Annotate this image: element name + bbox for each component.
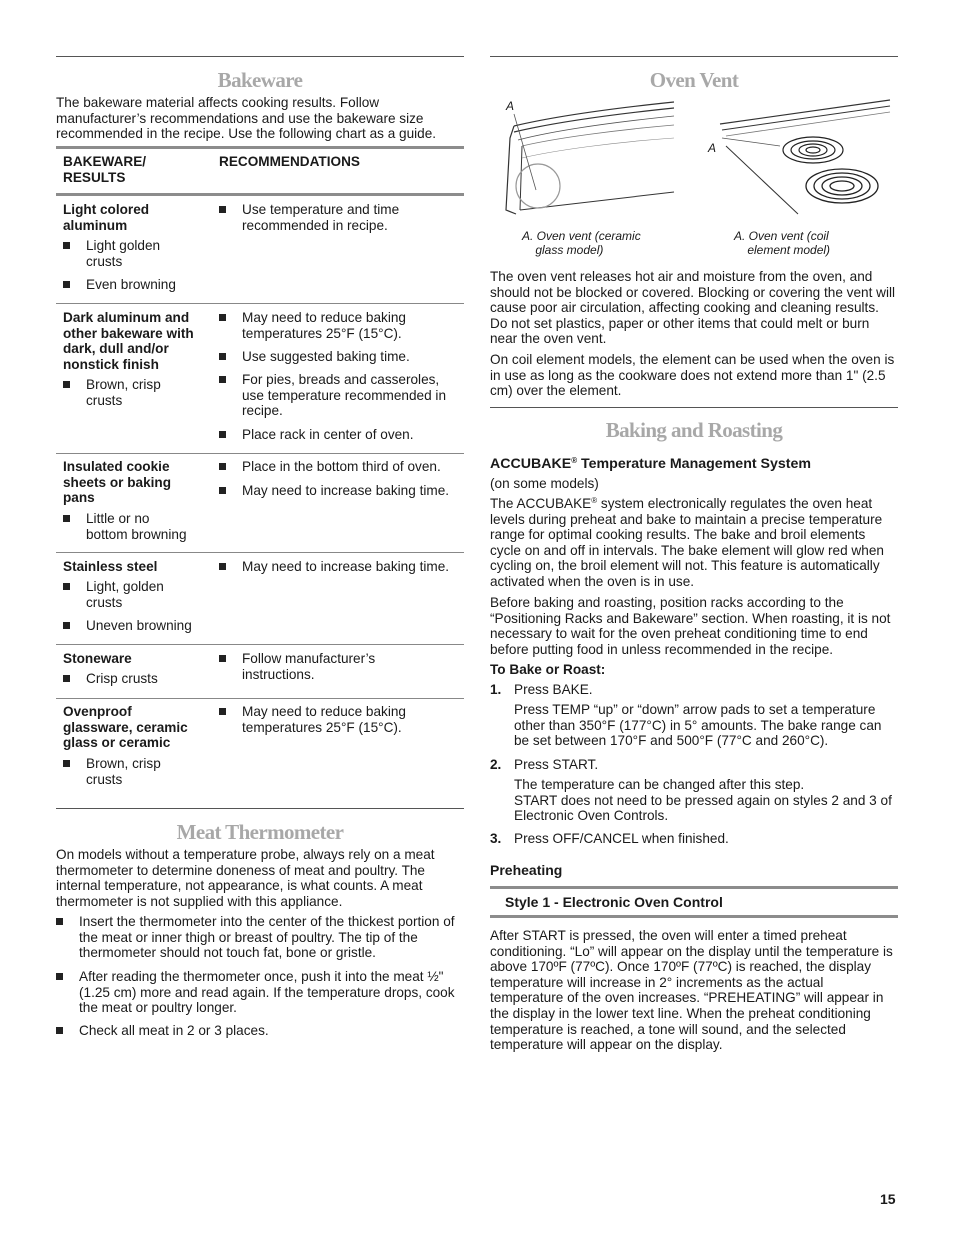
table-header-recommendations: RECOMMENDATIONS: [219, 154, 360, 169]
bullet-icon: [219, 463, 226, 470]
bullet-icon: [219, 563, 226, 570]
result-item: Light, golden crusts: [86, 579, 164, 610]
meat-thermometer-title: Meat Thermometer: [176, 820, 344, 844]
result-item: Even browning: [86, 277, 176, 292]
recommendation-item: May need to increase baking time.: [242, 559, 450, 574]
registered-mark: ®: [591, 496, 598, 505]
accubake-heading: [490, 457, 811, 473]
recommendation-item: For pies, breads and casseroles, use temperature recommended in recipe.: [242, 372, 447, 419]
step-number: 3.: [490, 831, 502, 846]
step-detail: Press TEMP “up” or “down” arrow pads to set a temperature other than 350°F (177°C) in 5° amounts. The bake range can be set between 170°F and 500°F (77°C and 260°C).: [514, 702, 882, 749]
some-models-note: (on some models): [490, 476, 599, 491]
table-header-bar: [56, 193, 464, 196]
vent-para-2: On coil element models, the element can be used when the oven is in use as long as the cookware does not extend more than 1" (2.5 cm) over the element.: [490, 352, 895, 399]
recommendation-item: Place rack in center of oven.: [242, 427, 414, 442]
bullet-icon: [56, 973, 63, 980]
bullet-icon: [219, 206, 226, 213]
accubake-name: ACCUBAKE: [490, 456, 572, 472]
bullet-icon: [219, 431, 226, 438]
bullet-icon: [63, 675, 70, 682]
meat-bullet: After reading the thermometer once, push it into the meat ½" (1.25 cm) more and read again. If the temperature drops, cook the meat or poultry longer.: [79, 969, 455, 1016]
baking-roasting-title: Baking and Roasting: [605, 418, 783, 442]
style-bottom-bar: [490, 915, 898, 918]
accubake-para-rest: system electronically regulates the oven heat levels during preheat and bake to maintain a precise temperature range for optimal cooking results. The bake and broil elements cycle on and off in intervals. The bake element will glow red when cycling on, the broil element will not. This feature is automatically activated when the oven is in use.: [490, 496, 884, 589]
bullet-icon: [63, 381, 70, 388]
callout-label: A: [708, 141, 717, 155]
vent-para-1: The oven vent releases hot air and moisture from the oven, and should not be blocked or covered. Blocking or covering the vent will cause poor air circulation, affecting cooking and cleaning results. Do not set plastics, paper or other items that could melt or burn near the oven vent.: [490, 269, 896, 347]
bullet-icon: [219, 708, 226, 715]
ceramic-glass-vent-illustration: [496, 98, 678, 218]
caption-ceramic: A. Oven vent (ceramic glass model): [522, 229, 641, 257]
bullet-icon: [219, 376, 226, 383]
bullet-icon: [219, 655, 226, 662]
recommendation-item: Place in the bottom third of oven.: [242, 459, 441, 474]
caption-coil: A. Oven vent (coil element model): [734, 229, 831, 257]
step-text: Press BAKE.: [514, 682, 593, 697]
top-rule-left: [56, 56, 464, 57]
table-top-bar: [56, 146, 464, 149]
bakeware-title: Bakeware: [217, 68, 303, 92]
bullet-icon: [56, 1027, 63, 1034]
recommendation-item: Use suggested baking time.: [242, 349, 410, 364]
result-item: Light golden crusts: [86, 238, 161, 269]
accubake-rest: Temperature Management System: [577, 456, 811, 472]
recommendation-item: May need to increase baking time.: [242, 483, 450, 498]
row-divider: [56, 552, 464, 553]
bullet-icon: [63, 515, 70, 522]
top-rule-right: [490, 56, 898, 57]
accubake-para: [490, 496, 900, 590]
style1-heading: Style 1 - Electronic Oven Control: [505, 894, 723, 910]
table-header-bakeware: BAKEWARE/ RESULTS: [63, 154, 147, 185]
to-bake-heading: To Bake or Roast:: [490, 662, 606, 677]
coil-element-vent-illustration: [718, 96, 894, 218]
meat-intro: On models without a temperature probe, always rely on a meat thermometer to determine doneness of meat and poultry. The internal temperature, not appearance, is what counts. A meat thermometer is not supplied with this appliance.: [56, 847, 435, 909]
meat-bullet: Check all meat in 2 or 3 places.: [79, 1023, 269, 1038]
recommendation-item: May need to reduce baking temperatures 25°F (15°C).: [242, 310, 406, 341]
recommendation-item: Follow manufacturer’s instructions.: [242, 651, 376, 682]
step-detail: The temperature can be changed after this step. START does not need to be pressed again on styles 2 and 3 of Electronic Oven Controls.: [514, 777, 892, 824]
bakeware-name: Stoneware: [63, 651, 132, 666]
result-item: Crisp crusts: [86, 671, 158, 686]
bullet-icon: [63, 760, 70, 767]
step-text: Press OFF/CANCEL when finished.: [514, 831, 729, 846]
bakeware-name: Dark aluminum and other bakeware with dark, dull and/or nonstick finish: [63, 310, 194, 372]
bullet-icon: [219, 487, 226, 494]
bakeware-name: Insulated cookie sheets or baking pans: [63, 459, 172, 506]
preheat-para: After START is pressed, the oven will enter a timed preheat conditioning. “Lo” will appear on the display until the temperature is above 170ºF (77ºC). Once 170ºF (77ºC) is reached, the display temperature will increase in 2° increments as the actual temperature of the oven increases. “PREHEATING” will appear in the display in the lower text line. When the preheat conditioning temperature is reached, a tone will sound, and the selected temperature will appear on the display.: [490, 928, 893, 1053]
positioning-para: Before baking and roasting, position racks according to the “Positioning Racks and Bakeware” section. When roasting, it is not necessary to wait for the oven preheat conditioning time to end before putting food in unless recommended in the recipe.: [490, 595, 891, 657]
bullet-icon: [63, 242, 70, 249]
bullet-icon: [63, 281, 70, 288]
result-item: Uneven browning: [86, 618, 192, 633]
bakeware-name: Stainless steel: [63, 559, 158, 574]
preheating-heading: Preheating: [490, 862, 563, 878]
bullet-icon: [63, 583, 70, 590]
accubake-para-start: The ACCUBAKE: [490, 496, 592, 511]
registered-mark: ®: [571, 456, 578, 465]
result-item: Brown, crisp crusts: [86, 756, 161, 787]
bullet-icon: [219, 314, 226, 321]
recommendation-item: Use temperature and time recommended in recipe.: [242, 202, 400, 233]
row-divider: [56, 453, 464, 454]
section-rule: [56, 808, 464, 809]
oven-vent-title: Oven Vent: [649, 68, 739, 92]
bullet-icon: [56, 918, 63, 925]
row-divider: [56, 644, 464, 645]
row-divider: [56, 303, 464, 304]
row-divider: [56, 698, 464, 699]
bullet-icon: [219, 353, 226, 360]
step-text: Press START.: [514, 757, 599, 772]
step-number: 2.: [490, 757, 502, 772]
recommendation-item: May need to reduce baking temperatures 25°F (15°C).: [242, 704, 406, 735]
result-item: Brown, crisp crusts: [86, 377, 161, 408]
result-item: Little or no bottom browning: [86, 511, 187, 542]
bakeware-intro: The bakeware material affects cooking results. Follow manufacturer’s recommendations and use the bakeware size recommended in the recipe. Use the following chart as a guide.: [56, 95, 437, 142]
bullet-icon: [63, 622, 70, 629]
meat-bullet: Insert the thermometer into the center of the thickest portion of the meat or inner thigh or breast of poultry. The tip of the thermometer should not touch fat, bone or gristle.: [79, 914, 455, 961]
page-number: 15: [880, 1191, 896, 1207]
bakeware-name: Ovenproof glassware, ceramic glass or ceramic: [63, 704, 188, 751]
callout-label: A: [506, 99, 515, 113]
step-number: 1.: [490, 682, 502, 697]
section-rule: [490, 407, 898, 408]
bakeware-name: Light colored aluminum: [63, 202, 150, 233]
style-top-bar: [490, 886, 898, 889]
